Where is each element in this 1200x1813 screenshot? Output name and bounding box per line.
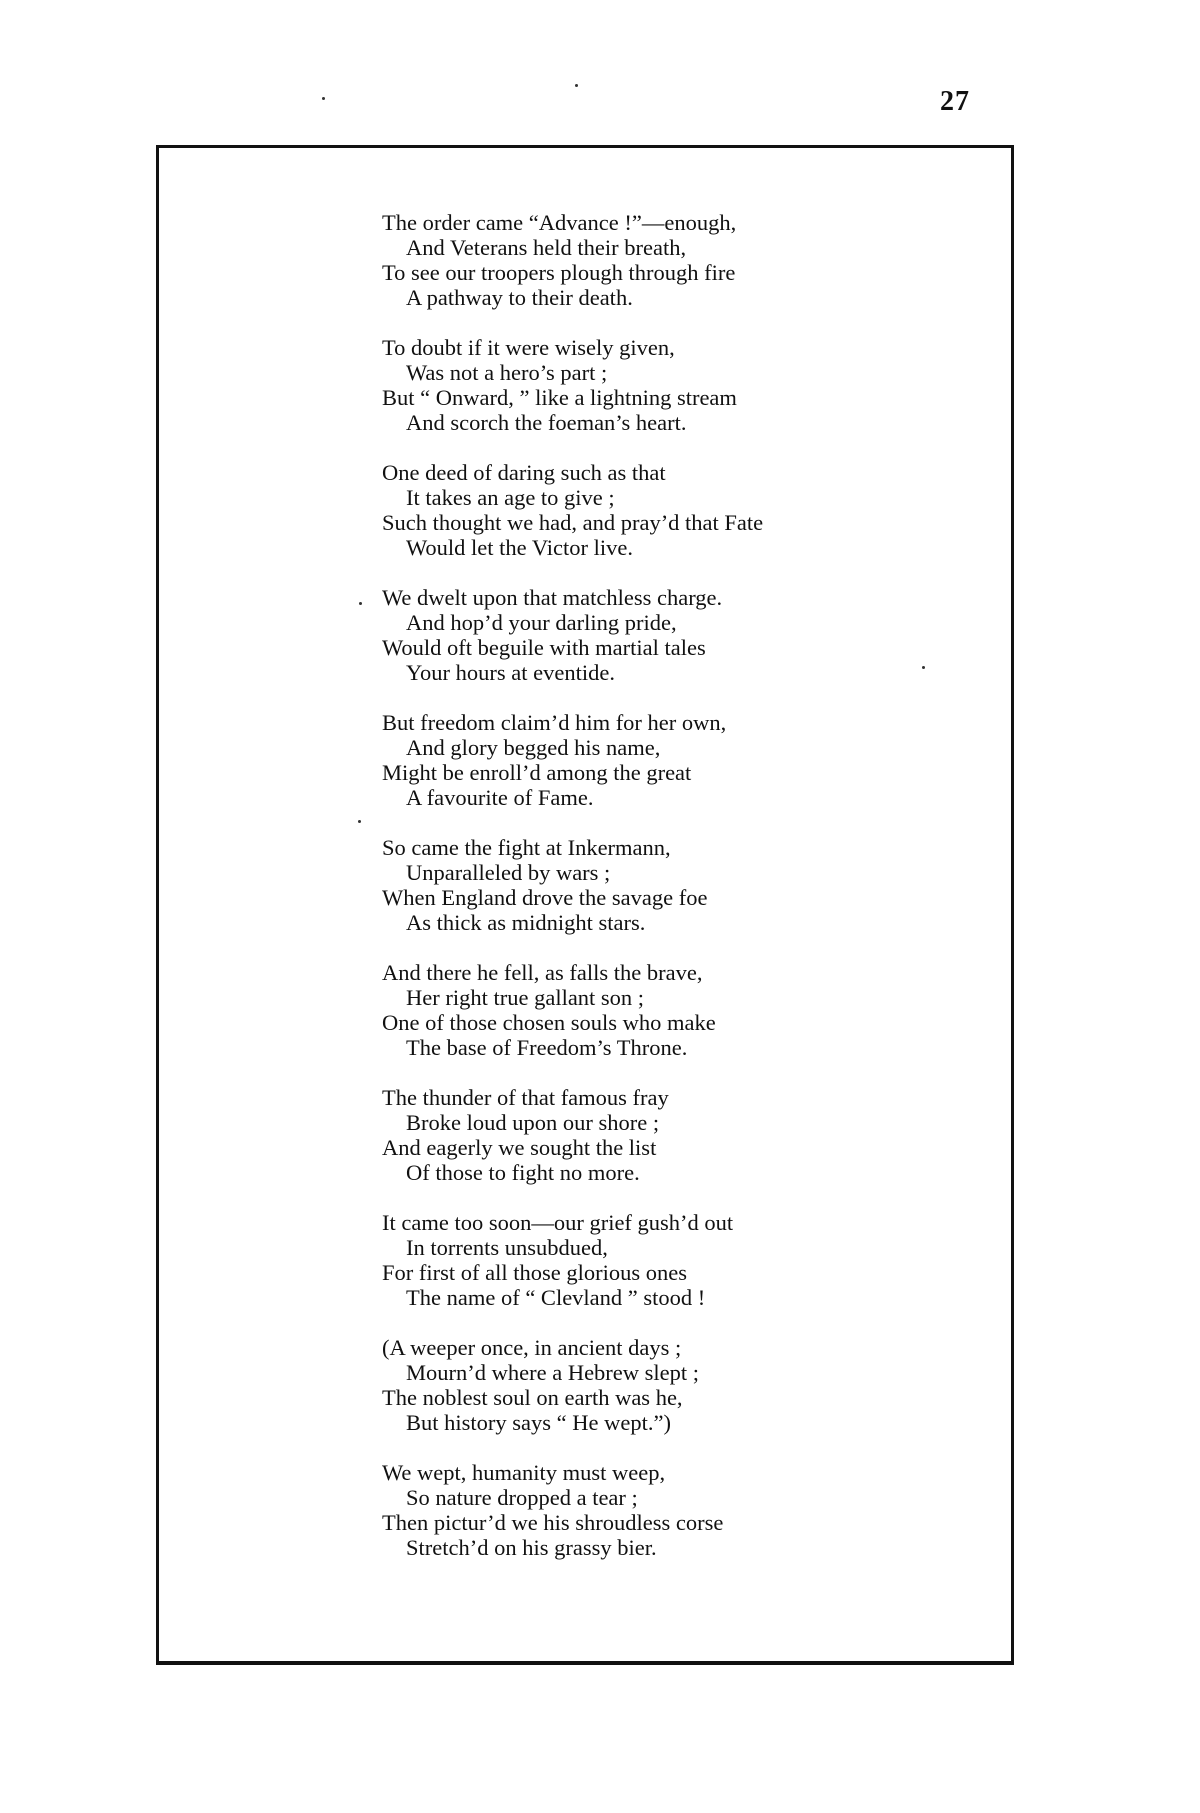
poem-line: Broke loud upon our shore ; <box>406 1110 660 1135</box>
poem-line: Might be enroll’d among the great <box>382 760 692 785</box>
poem-line: We wept, humanity must weep, <box>382 1460 666 1485</box>
poem-line: The name of “ Clevland ” stood ! <box>406 1285 706 1310</box>
stanza <box>382 1085 942 1185</box>
poem-line: Such thought we had, and pray’d that Fate <box>382 510 764 535</box>
poem-line: Unparalleled by wars ; <box>406 860 611 885</box>
poem-line: Then pictur’d we his shroudless corse <box>382 1510 724 1535</box>
poem <box>382 210 942 1585</box>
poem-line: The noblest soul on earth was he, <box>382 1385 683 1410</box>
poem-line: And scorch the foeman’s heart. <box>406 410 687 435</box>
poem-line: And hop’d your darling pride, <box>406 610 677 635</box>
poem-line: And glory begged his name, <box>406 735 661 760</box>
poem-line: In torrents unsubdued, <box>406 1235 608 1260</box>
poem-line: As thick as midnight stars. <box>406 910 646 935</box>
poem-line: The thunder of that famous fray <box>382 1085 669 1110</box>
stanza <box>382 960 942 1060</box>
stanza <box>382 460 942 560</box>
poem-line: Would let the Victor live. <box>406 535 633 560</box>
poem-line: Would oft beguile with martial tales <box>382 635 706 660</box>
poem-line: Mourn’d where a Hebrew slept ; <box>406 1360 700 1385</box>
poem-line: To see our troopers plough through fire <box>382 260 736 285</box>
poem-line: Your hours at eventide. <box>406 660 615 685</box>
poem-line: A pathway to their death. <box>406 285 633 310</box>
poem-line: So came the fight at Inkermann, <box>382 835 671 860</box>
poem-line: But history says “ He wept.”) <box>406 1410 671 1435</box>
poem-line: For first of all those glorious ones <box>382 1260 687 1285</box>
poem-line: And there he fell, as falls the brave, <box>382 960 703 985</box>
poem-line: Her right true gallant son ; <box>406 985 645 1010</box>
scan-speck <box>358 820 361 823</box>
poem-line: One deed of daring such as that <box>382 460 666 485</box>
poem-line: So nature dropped a tear ; <box>406 1485 638 1510</box>
scan-speck <box>575 84 578 87</box>
poem-line: The order came “Advance !”—enough, <box>382 210 737 235</box>
stanza <box>382 335 942 435</box>
stanza <box>382 1335 942 1435</box>
poem-line: We dwelt upon that matchless charge. <box>382 585 723 610</box>
poem-line: But “ Onward, ” like a lightning stream <box>382 385 737 410</box>
scan-speck <box>322 97 325 100</box>
stanza <box>382 585 942 685</box>
stanza <box>382 835 942 935</box>
poem-line: But freedom claim’d him for her own, <box>382 710 727 735</box>
stanza <box>382 710 942 810</box>
poem-line: It came too soon—our grief gush’d out <box>382 1210 734 1235</box>
page-number: 27 <box>940 86 970 117</box>
stanza <box>382 1460 942 1560</box>
poem-line: It takes an age to give ; <box>406 485 615 510</box>
poem-line: And eagerly we sought the list <box>382 1135 657 1160</box>
poem-line: The base of Freedom’s Throne. <box>406 1035 688 1060</box>
poem-line: When England drove the savage foe <box>382 885 708 910</box>
poem-line: (A weeper once, in ancient days ; <box>382 1335 682 1360</box>
scan-speck <box>359 602 362 605</box>
poem-line: Was not a hero’s part ; <box>406 360 608 385</box>
poem-line: Stretch’d on his grassy bier. <box>406 1535 657 1560</box>
stanza <box>382 1210 942 1310</box>
poem-line: One of those chosen souls who make <box>382 1010 716 1035</box>
poem-line: A favourite of Fame. <box>406 785 594 810</box>
poem-line: To doubt if it were wisely given, <box>382 335 675 360</box>
stanza <box>382 210 942 310</box>
poem-line: Of those to fight no more. <box>406 1160 640 1185</box>
poem-line: And Veterans held their breath, <box>406 235 687 260</box>
